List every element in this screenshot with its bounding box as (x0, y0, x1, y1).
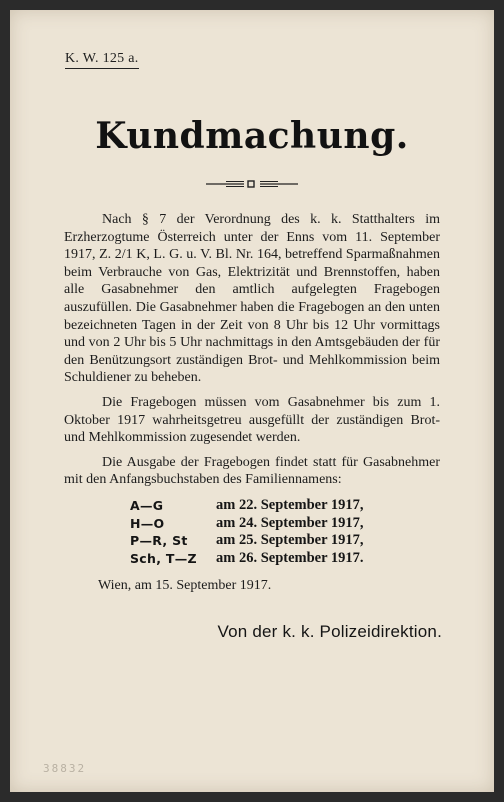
schedule-letters: P—R, St (130, 533, 188, 548)
signature-line: Von der k. k. Polizeidirektion. (217, 622, 442, 641)
schedule-letters: H—O (130, 515, 165, 531)
reference-number: K. W. 125 a. (65, 50, 139, 69)
schedule-letters: A—G (130, 498, 164, 513)
poster-sheet (10, 10, 494, 792)
schedule-date: am 25. September 1917, (216, 532, 364, 548)
schedule-row (130, 515, 364, 533)
schedule-date: am 24. September 1917, (216, 514, 364, 531)
paragraph-deadline: Die Fragebogen müssen vom Gasabnehmer bis zum 1. Oktober 1917 wahrheitsgetreu ausgefüllt der zuständigen Brot- und Mehlkommission zugesendet werden. (64, 394, 440, 446)
schedule-row (130, 497, 364, 515)
schedule-letters: Sch, T—Z (130, 550, 197, 566)
announcement-body (64, 211, 440, 496)
place-and-date: Wien, am 15. September 1917. (98, 578, 272, 593)
schedule-date: am 26. September 1917. (216, 549, 364, 566)
paragraph-regulation: Nach § 7 der Verordnung des k. k. Statthalters im Erzherzogtume Österreich unter der Enns vom 11. September 1917, Z. 2/1 K, L. G. u. V. Bl. Nr. 164, betreffend Sparmaßnahmen beim Verbrauche von Gas, Elektrizität und Brennstoffen, haben alle Gasabnehmer den amtlich aufgelegten Fragebogen auszufüllen. Die Gasabnehmer haben die Fragebogen an den unten bezeichneten Tagen in der Zeit von 8 Uhr bis 12 Uhr vormittags und von 2 Uhr bis 5 Uhr nachmittags in den Amtsgebäuden der für den Benützungsort zuständigen Brot- und Mehlkommission beim Schuldiener zu beheben. (64, 212, 440, 386)
schedule-row (130, 550, 364, 568)
ornament-divider (206, 178, 298, 190)
archive-stamp: 38832 (43, 762, 87, 775)
distribution-schedule (130, 497, 364, 567)
paragraph-distribution: Die Ausgabe der Fragebogen findet statt für Gasabnehmer mit den Anfangsbuchstaben des Familiennamens: (64, 454, 440, 488)
schedule-date: am 22. September 1917, (216, 497, 364, 513)
schedule-row (130, 532, 364, 550)
page-title: Kundmachung. (95, 115, 409, 157)
